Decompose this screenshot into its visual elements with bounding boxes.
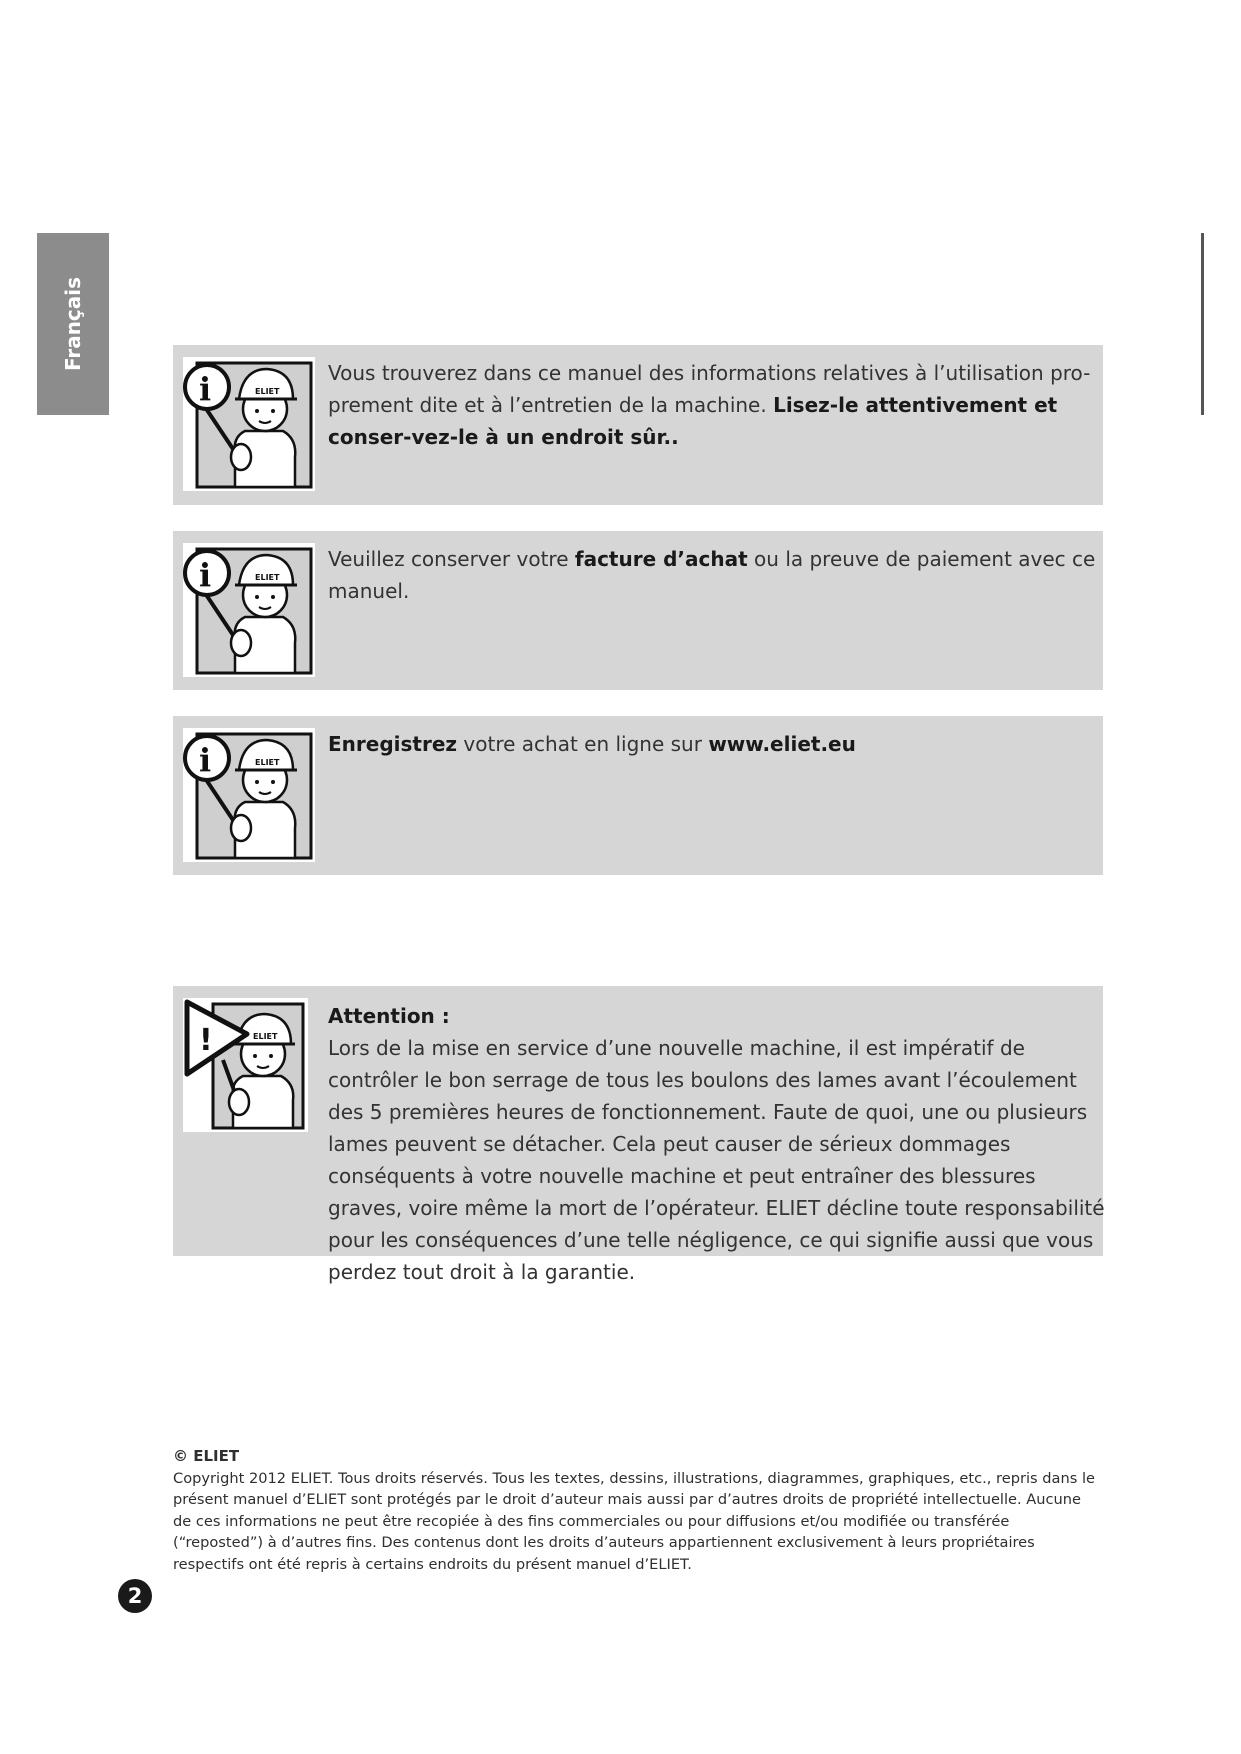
svg-text:ELIET: ELIET [255, 573, 280, 582]
warning-title: Attention : [328, 1004, 450, 1028]
copyright-footer [173, 1446, 1103, 1575]
info-mascot-icon [183, 357, 315, 491]
svg-text:ELIET: ELIET [255, 387, 280, 396]
info-mascot-icon [183, 728, 315, 862]
notice-box-manual [173, 345, 1103, 505]
svg-text:i: i [199, 556, 212, 594]
language-tab-label: Français [61, 276, 85, 372]
notice-box-invoice [173, 531, 1103, 690]
warning-box [173, 986, 1105, 1284]
svg-text:!: ! [199, 1023, 213, 1058]
warning-text [328, 1000, 1113, 1288]
copyright-body: Copyright 2012 ELIET. Tous droits réservés. Tous les textes, dessins, illustrations, diagrammes, graphiques, etc., repris dans le présent manuel d’ELIET sont protégés par le droit d’auteur mais aussi par d’autres droits de propriété intellectuelle. Aucune de ces informations ne peut être recopiée à des fins commerciales ou pour diffusions et/ou modifiée ou transférée (“reposted”) à d’autres fins. Des contenus dont les droits d’auteurs appartiennent exclusivement à leurs propriétaires respectifs ont été repris à certains endroits du présent manuel d’ELIET. [173, 1469, 1095, 1573]
svg-text:ELIET: ELIET [255, 758, 280, 767]
svg-text:i: i [199, 741, 212, 779]
language-tab [37, 233, 109, 415]
copyright-title: © ELIET [173, 1447, 240, 1465]
page-number: 2 [118, 1579, 152, 1613]
svg-text:i: i [199, 370, 212, 408]
notice-box-register [173, 716, 1103, 875]
notice-text: Veuillez conserver votre facture d’achat ou la preuve de paiement avec ce manuel. [328, 547, 1096, 603]
info-mascot-icon [183, 543, 315, 677]
notice-text: Enregistrez votre achat en ligne sur www.eliet.eu [328, 732, 856, 756]
margin-rule [1201, 233, 1204, 415]
svg-text:ELIET: ELIET [253, 1032, 278, 1041]
warning-mascot-icon [183, 998, 308, 1132]
notice-text: Vous trouverez dans ce manuel des informations relatives à l’utilisation pro-prement dite et à l’entretien de la machine. Lisez-le attentivement et conser-vez-le à un endroit sûr.. [328, 361, 1091, 449]
warning-body: Lors de la mise en service d’une nouvelle machine, il est impératif de contrôler le bon serrage de tous les boulons des lames avant l’écoulement des 5 premières heures de fonctionnement. Faute de quoi, une ou plusieurs lames peuvent se détacher. Cela peut causer de sérieux dommages conséquents à votre nouvelle machine et peut entraîner des blessures graves, voire même la mort de l’opérateur. ELIET décline toute responsabilité pour les conséquences d’une telle négligence, ce qui signifie aussi que vous perdez tout droit à la garantie. [328, 1036, 1105, 1284]
